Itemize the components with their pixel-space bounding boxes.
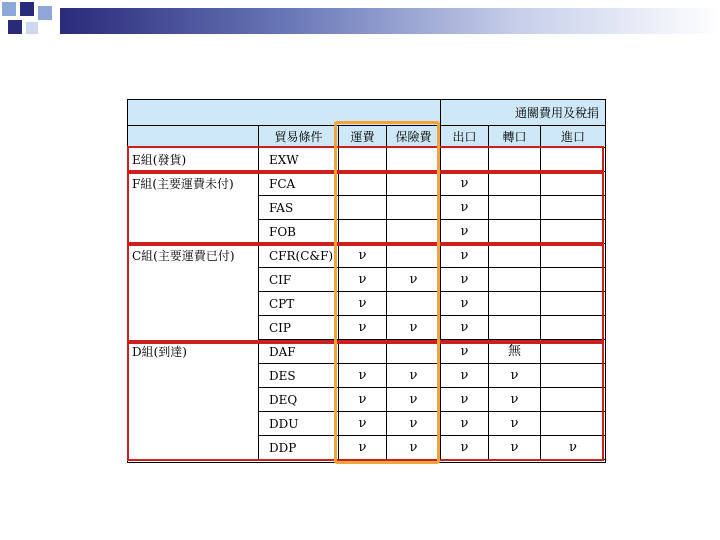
header-customs-group: 通關費用及稅捐 [441, 100, 605, 125]
check-mark [541, 268, 605, 292]
group-label: F組(主要運費未付) [132, 177, 234, 191]
deco-square [2, 2, 16, 16]
deco-square [38, 6, 52, 20]
check-mark [541, 196, 605, 220]
check-mark: ν [339, 412, 387, 436]
trade-term-cell: CPT [259, 292, 339, 316]
check-mark: ν [441, 244, 489, 268]
check-mark: ν [339, 316, 387, 340]
check-mark: ν [441, 364, 489, 388]
check-mark [489, 244, 541, 268]
trade-term-cell: CIP [259, 316, 339, 340]
check-mark: ν [441, 172, 489, 196]
none-indicator: 無 [489, 340, 541, 364]
check-mark [541, 244, 605, 268]
check-mark [339, 340, 387, 364]
check-mark: ν [339, 292, 387, 316]
header-trade-terms: 貿易條件 [259, 125, 339, 148]
check-mark: ν [441, 292, 489, 316]
check-mark: ν [441, 220, 489, 244]
check-mark: ν [339, 364, 387, 388]
header-insurance: 保險費 [387, 125, 441, 148]
check-mark: ν [387, 268, 441, 292]
trade-term-cell: CFR(C&F) [259, 244, 339, 268]
check-mark: ν [441, 196, 489, 220]
check-mark [387, 244, 441, 268]
check-mark: ν [541, 436, 605, 460]
check-mark [541, 412, 605, 436]
deco-square [26, 22, 38, 34]
check-mark [489, 196, 541, 220]
check-mark: ν [339, 268, 387, 292]
check-mark [541, 340, 605, 364]
check-mark [541, 316, 605, 340]
check-mark [339, 148, 387, 172]
check-mark [489, 172, 541, 196]
check-mark [489, 268, 541, 292]
check-mark [387, 220, 441, 244]
check-mark: ν [387, 436, 441, 460]
check-mark [339, 196, 387, 220]
corner-decoration [0, 0, 60, 50]
trade-term-cell: DAF [259, 340, 339, 364]
check-mark [489, 292, 541, 316]
check-mark: ν [387, 316, 441, 340]
check-mark [387, 172, 441, 196]
group-label: C組(主要運費已付) [132, 249, 235, 263]
check-mark [541, 364, 605, 388]
check-mark: ν [441, 388, 489, 412]
check-mark [541, 148, 605, 172]
deco-square [8, 20, 22, 34]
trade-term-cell: DDP [259, 436, 339, 460]
check-mark: ν [489, 364, 541, 388]
check-mark [489, 316, 541, 340]
check-mark: ν [387, 412, 441, 436]
header-freight: 運費 [339, 125, 387, 148]
header-export: 出口 [441, 125, 489, 148]
check-mark: ν [441, 268, 489, 292]
header-transit: 轉口 [489, 125, 541, 148]
group-label: E組(發貨) [132, 153, 187, 167]
check-mark: ν [387, 364, 441, 388]
check-mark [489, 148, 541, 172]
check-mark: ν [387, 388, 441, 412]
check-mark [387, 148, 441, 172]
trade-term-cell: CIF [259, 268, 339, 292]
header-import: 進口 [541, 125, 605, 148]
check-mark [489, 220, 541, 244]
trade-term-cell: EXW [259, 148, 339, 172]
trade-term-cell: FAS [259, 196, 339, 220]
check-mark [387, 196, 441, 220]
check-mark: ν [441, 340, 489, 364]
check-mark [441, 148, 489, 172]
check-mark [541, 388, 605, 412]
check-mark [339, 220, 387, 244]
check-mark: ν [489, 436, 541, 460]
check-mark [387, 340, 441, 364]
check-mark: ν [441, 412, 489, 436]
deco-square [20, 2, 34, 16]
check-mark [339, 172, 387, 196]
header-gradient-bar [60, 8, 720, 34]
check-mark: ν [441, 316, 489, 340]
trade-term-cell: FCA [259, 172, 339, 196]
check-mark [541, 172, 605, 196]
trade-term-cell: DES [259, 364, 339, 388]
trade-term-cell: DEQ [259, 388, 339, 412]
check-mark: ν [489, 412, 541, 436]
header-blank [128, 125, 259, 148]
check-mark [541, 292, 605, 316]
trade-term-cell: DDU [259, 412, 339, 436]
check-mark: ν [339, 388, 387, 412]
trade-term-cell: FOB [259, 220, 339, 244]
check-mark: ν [339, 244, 387, 268]
header-blank-span [128, 100, 441, 125]
group-label: D組(到達) [132, 345, 187, 359]
check-mark: ν [441, 436, 489, 460]
incoterms-table [127, 99, 606, 463]
check-mark: ν [489, 388, 541, 412]
check-mark [387, 292, 441, 316]
check-mark: ν [339, 436, 387, 460]
check-mark [541, 220, 605, 244]
